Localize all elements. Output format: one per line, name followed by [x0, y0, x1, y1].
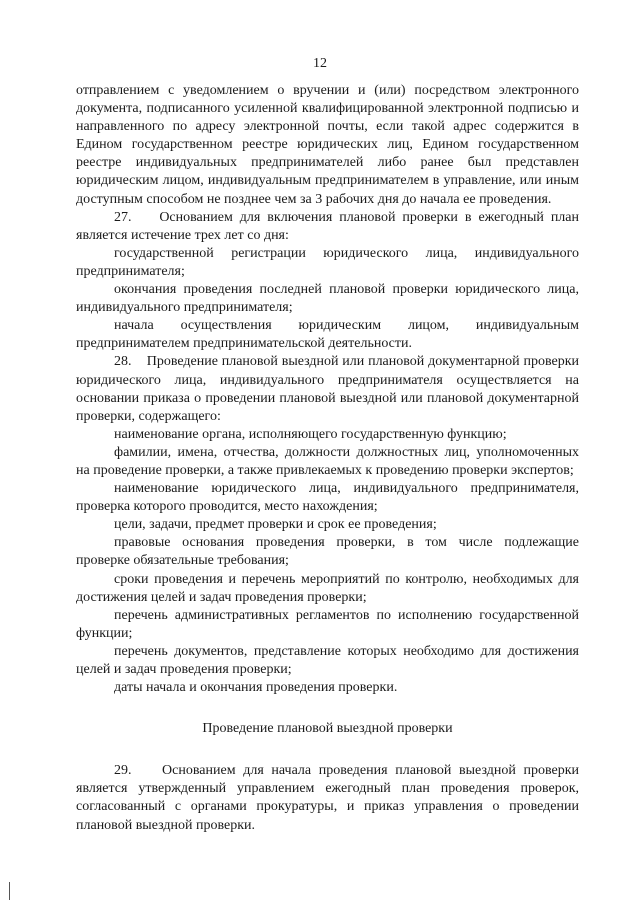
paragraph-p28c: наименование юридического лица, индивидуального предпринимателя, проверка которого проводится, место нахождения;	[76, 481, 579, 515]
paragraph-p27a: государственной регистрации юридического лица, индивидуального предпринимателя;	[76, 245, 579, 279]
paragraph-p28e: правовые основания проведения проверки, в том числе подлежащие проверке обязательные требования;	[76, 535, 579, 569]
paragraph-group-after	[76, 762, 579, 834]
paragraph-p28h: перечень документов, представление которых необходимо для достижения целей и задач проведения проверки;	[76, 643, 579, 677]
paragraph-p28: 28. Проведение плановой выездной или плановой документарной проверки юридического лица, индивидуального предпринимателя осуществляется на основании приказа о проведении плановой выездной или плановой документарной проверки, содержащего:	[76, 354, 579, 424]
paragraph-p28i: даты начала и окончания проведения проверки.	[114, 680, 398, 696]
paragraph-p1: отправлением с уведомлением о вручении и (или) посредством электронного документа, подписанного усиленной квалифицированной электронной подписью и направленного по адресу электронной почты, если такой адрес содержится в Едином государственном реестре юридических лиц, Едином государственном реестре индивидуальных предпринимателей либо ранее был представлен юридическим лицом, индивидуальным предпринимателем в управление, или иным доступным способом не позднее чем за 3 рабочих дня до начала ее проведения.	[76, 83, 579, 207]
paragraph-p28b: фамилии, имена, отчества, должности должностных лиц, уполномоченных на проведение проверки, а также привлекаемых к проведению проверки экспертов;	[76, 444, 579, 478]
paragraph-p27: 27. Основанием для включения плановой проверки в ежегодный план является истечение трех лет со дня:	[76, 209, 579, 243]
section-heading: Проведение плановой выездной проверки	[202, 721, 453, 737]
paragraph-p27b: окончания проведения последней плановой проверки юридического лица, индивидуального предпринимателя;	[76, 282, 579, 316]
paragraph-p28a: наименование органа, исполняющего государственную функцию;	[114, 426, 507, 442]
scan-margin-mark	[9, 882, 10, 900]
paragraph-group-before	[76, 82, 579, 697]
document-body	[76, 82, 579, 835]
paragraph-p29: 29. Основанием для начала проведения плановой выездной проверки является утвержденный управлением ежегодный план проведения проверок, согласованный с органами прокуратуры, и приказ управления о проведении плановой выездной проверки.	[76, 763, 579, 833]
paragraph-p27c: начала осуществления юридическим лицом, индивидуальным предпринимателем предпринимательской деятельности.	[76, 318, 579, 352]
paragraph-p28f: сроки проведения и перечень мероприятий по контролю, необходимых для достижения целей и задач проведения проверки;	[76, 571, 579, 605]
paragraph-p28d: цели, задачи, предмет проверки и срок ее проведения;	[114, 517, 437, 533]
page-number: 12	[313, 56, 327, 71]
paragraph-p28g: перечень административных регламентов по исполнению государственной функции;	[76, 607, 579, 641]
